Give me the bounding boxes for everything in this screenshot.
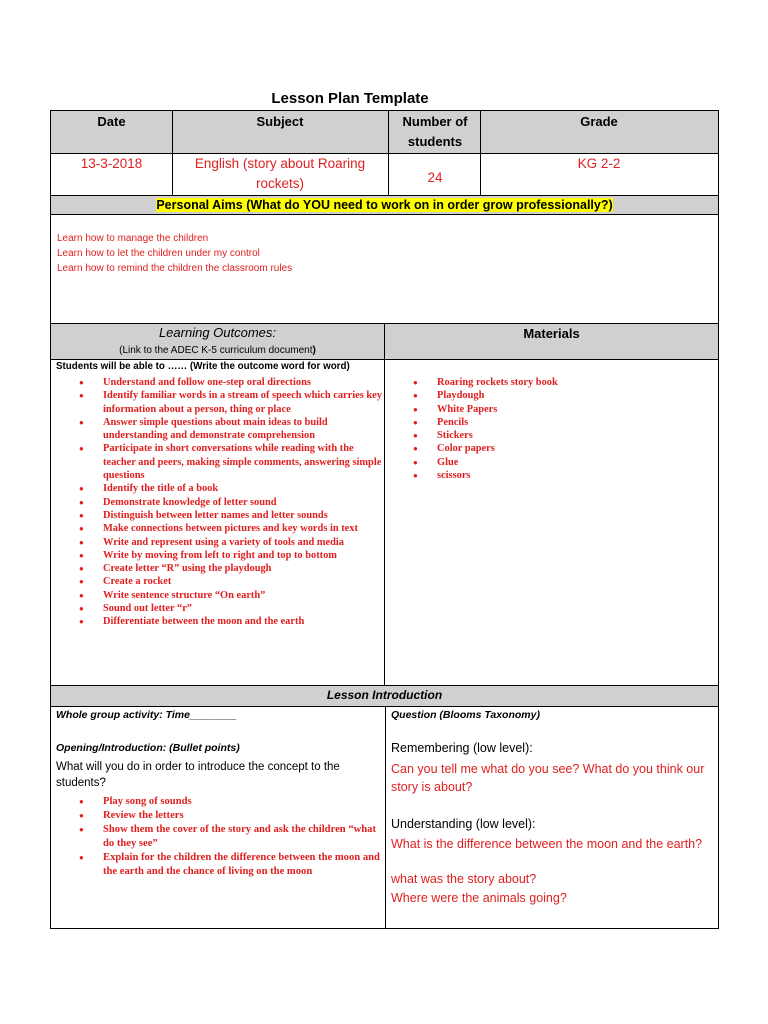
personal-aims-heading	[51, 196, 718, 214]
header-num-students: Number of students	[402, 114, 468, 149]
question-heading: Question (Blooms Taxonomy)	[391, 709, 540, 721]
header-date: Date	[97, 114, 126, 129]
outcome-item: ● Identify familiar words in a stream of speech which carries key information about a person, thing or place	[55, 389, 384, 416]
whole-group-activity: Whole group activity: Time________	[56, 709, 237, 721]
opening-item: ● Explain for the children the difference between the moon and the earth and the chance of living on the moon	[55, 851, 380, 879]
material-item: ● Roaring rockets story book	[389, 376, 714, 389]
outcome-item: ● Demonstrate knowledge of letter sound	[55, 496, 384, 509]
table-border	[50, 214, 719, 215]
material-item: ● Playdough	[389, 389, 714, 402]
outcome-item: ● Understand and follow one-step oral directions	[55, 376, 384, 389]
outcome-item: ● Create a rocket	[55, 575, 384, 588]
understanding-question-2: what was the story about?	[391, 872, 537, 886]
outcome-item: ● Sound out letter “r”	[55, 602, 384, 615]
subject-value: English (story about Roaring rockets)	[194, 156, 366, 191]
date-value: 13-3-2018	[80, 156, 143, 171]
outcome-item: ● Write sentence structure “On earth”	[55, 589, 384, 602]
material-item: ● Color papers	[389, 442, 714, 455]
aims-item-1: Learn how to manage the children	[57, 233, 209, 244]
outcome-item: ● Write by moving from left to right and top to bottom	[55, 549, 384, 562]
outcome-item: ● Differentiate between the moon and the earth	[55, 615, 384, 628]
table-border	[50, 153, 719, 154]
outcome-item: ● Distinguish between letter names and letter sounds	[55, 509, 384, 522]
outcome-item: ● Write and represent using a variety of tools and media	[55, 536, 384, 549]
outcome-item: ● Create letter “R” using the playdough	[55, 562, 384, 575]
opening-prompt: What will you do in order to introduce the concept to the students?	[56, 761, 340, 789]
table-border	[385, 706, 386, 929]
aims-item-2: Learn how to let the children under my control	[57, 248, 260, 259]
material-item: ● White Papers	[389, 403, 714, 416]
remembering-label: Remembering (low level):	[391, 741, 533, 755]
outcome-item: ● Participate in short conversations while reading with the teacher and peers, making simple comments, answering simple questions	[55, 442, 384, 482]
table-border	[384, 323, 385, 686]
opening-item: ● Review the letters	[55, 809, 380, 823]
outcomes-link-text: (Link to the ADEC K-5 curriculum document	[119, 345, 313, 356]
understanding-label: Understanding (low level):	[391, 817, 536, 831]
outcomes-link-close: )	[312, 345, 316, 356]
intro-heading: Lesson Introduction	[326, 688, 443, 702]
materials-list	[389, 376, 714, 482]
understanding-question-1: What is the difference between the moon and the earth?	[391, 837, 703, 851]
num-students-value: 24	[427, 170, 443, 185]
remembering-question: Can you tell me what do you see? What do you think our story is about?	[391, 762, 705, 794]
outcomes-intro: Students will be able to …… (Write the outcome word for word)	[56, 361, 350, 372]
table-border	[50, 195, 719, 196]
table-border	[388, 110, 389, 196]
outcomes-list	[55, 376, 384, 629]
outcome-item: ● Identify the title of a book	[55, 482, 384, 495]
opening-item: ● Show them the cover of the story and ask the children “what do they see”	[55, 823, 380, 851]
understanding-question-3: Where were the animals going?	[391, 891, 567, 905]
table-border	[480, 110, 481, 196]
personal-aims-highlight: Personal Aims (What do YOU need to work on in order grow professionally?)	[156, 198, 613, 212]
header-subject: Subject	[256, 114, 304, 129]
aims-item-3: Learn how to remind the children the classroom rules	[57, 263, 293, 274]
table-border	[172, 110, 173, 196]
page-title: Lesson Plan Template	[271, 90, 429, 107]
opening-heading: Opening/Introduction: (Bullet points)	[56, 742, 240, 754]
table-border	[50, 110, 51, 929]
table-border	[50, 110, 719, 111]
opening-item: ● Play song of sounds	[55, 795, 380, 809]
outcome-item: ● Answer simple questions about main ideas to build understanding and demonstrate comprehension	[55, 416, 384, 443]
grade-value: KG 2-2	[577, 156, 621, 171]
material-item: ● scissors	[389, 469, 714, 482]
table-border	[718, 110, 719, 929]
outcomes-link	[51, 345, 384, 356]
outcome-item: ● Make connections between pictures and key words in text	[55, 522, 384, 535]
material-item: ● Pencils	[389, 416, 714, 429]
opening-list	[55, 795, 380, 879]
material-item: ● Stickers	[389, 429, 714, 442]
outcomes-heading: Learning Outcomes:	[158, 325, 277, 340]
material-item: ● Glue	[389, 456, 714, 469]
header-grade: Grade	[580, 114, 618, 129]
materials-heading: Materials	[523, 326, 580, 341]
